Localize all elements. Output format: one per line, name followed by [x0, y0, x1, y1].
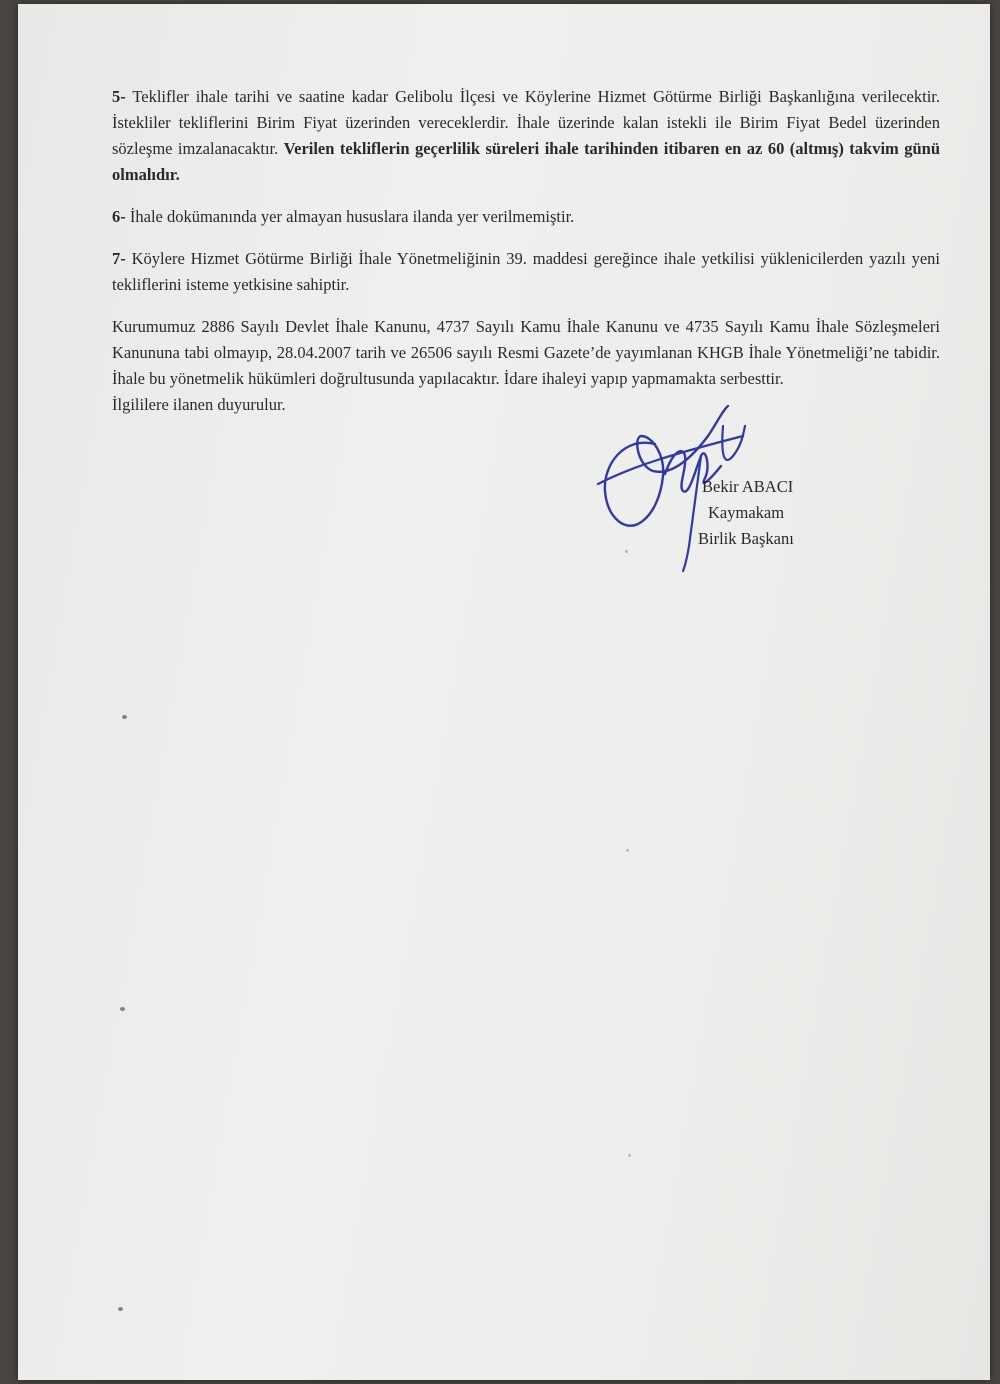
- paragraph-7: [112, 246, 940, 298]
- signatory-title: Kaymakam: [708, 503, 785, 522]
- paragraph-number: 6-: [112, 207, 126, 226]
- paragraph-text: İhale dokümanında yer almayan hususlara ilanda yer verilmemiştir.: [129, 207, 575, 226]
- document-body: [112, 84, 940, 418]
- paper-speck: [122, 715, 127, 719]
- paper-speck: [625, 550, 628, 553]
- signature-block: [698, 474, 794, 552]
- signatory-name: Bekir ABACI: [702, 477, 794, 496]
- paper-speck: [626, 849, 629, 852]
- paper-speck: [628, 1154, 631, 1157]
- paragraph-5: [112, 84, 940, 188]
- paper-speck: [120, 1007, 125, 1011]
- paragraph-number: 5-: [112, 87, 126, 106]
- closing-paragraph: Kurumumuz 2886 Sayılı Devlet İhale Kanunu, 4737 Sayılı Kamu İhale Kanunu ve 4735 Sayılı Kamu İhale Sözleşmeleri Kanununa tabi olmayıp, 28.04.2007 tarih ve 26506 sayılı Resmi Gazete’de yayımlanan KHGB İhale Yönetmeliği’ne tabidir. İhale bu yönetmelik hükümleri doğrultusunda yapılacaktır. İdare ihaleyi yapıp yapmamakta serbesttir.: [112, 317, 940, 388]
- paper-speck: [118, 1307, 123, 1311]
- paragraph-text: Teklifler ihale tarihi ve saatine kadar Gelibolu İlçesi ve Köylerine Hizmet Götürme Birliği Başkanlığına verilecektir. İstekliler tekliflerini Birim Fiyat üzerinden vereceklerdir. İhale üzerinde kalan istekli ile Birim Fiyat Bedel üzerinden sözleşme imzalanacaktır.: [112, 87, 940, 158]
- closing-final-line: İlgililere ilanen duyurulur.: [112, 395, 286, 414]
- paragraph-6: [112, 204, 940, 230]
- paragraph-bold-text: Verilen tekliflerin geçerlilik süreleri ihale tarihinden itibaren en az 60 (altmış) takvim günü olmalıdır.: [112, 139, 941, 184]
- document-page: [18, 4, 990, 1380]
- paragraph-text: Köylere Hizmet Götürme Birliği İhale Yönetmeliğinin 39. maddesi gereğince ihale yetkilisi yüklenicilerden yazılı yeni tekliflerini isteme yetkisine sahiptir.: [112, 249, 940, 294]
- signatory-role: Birlik Başkanı: [698, 529, 794, 548]
- paragraph-number: 7-: [112, 249, 126, 268]
